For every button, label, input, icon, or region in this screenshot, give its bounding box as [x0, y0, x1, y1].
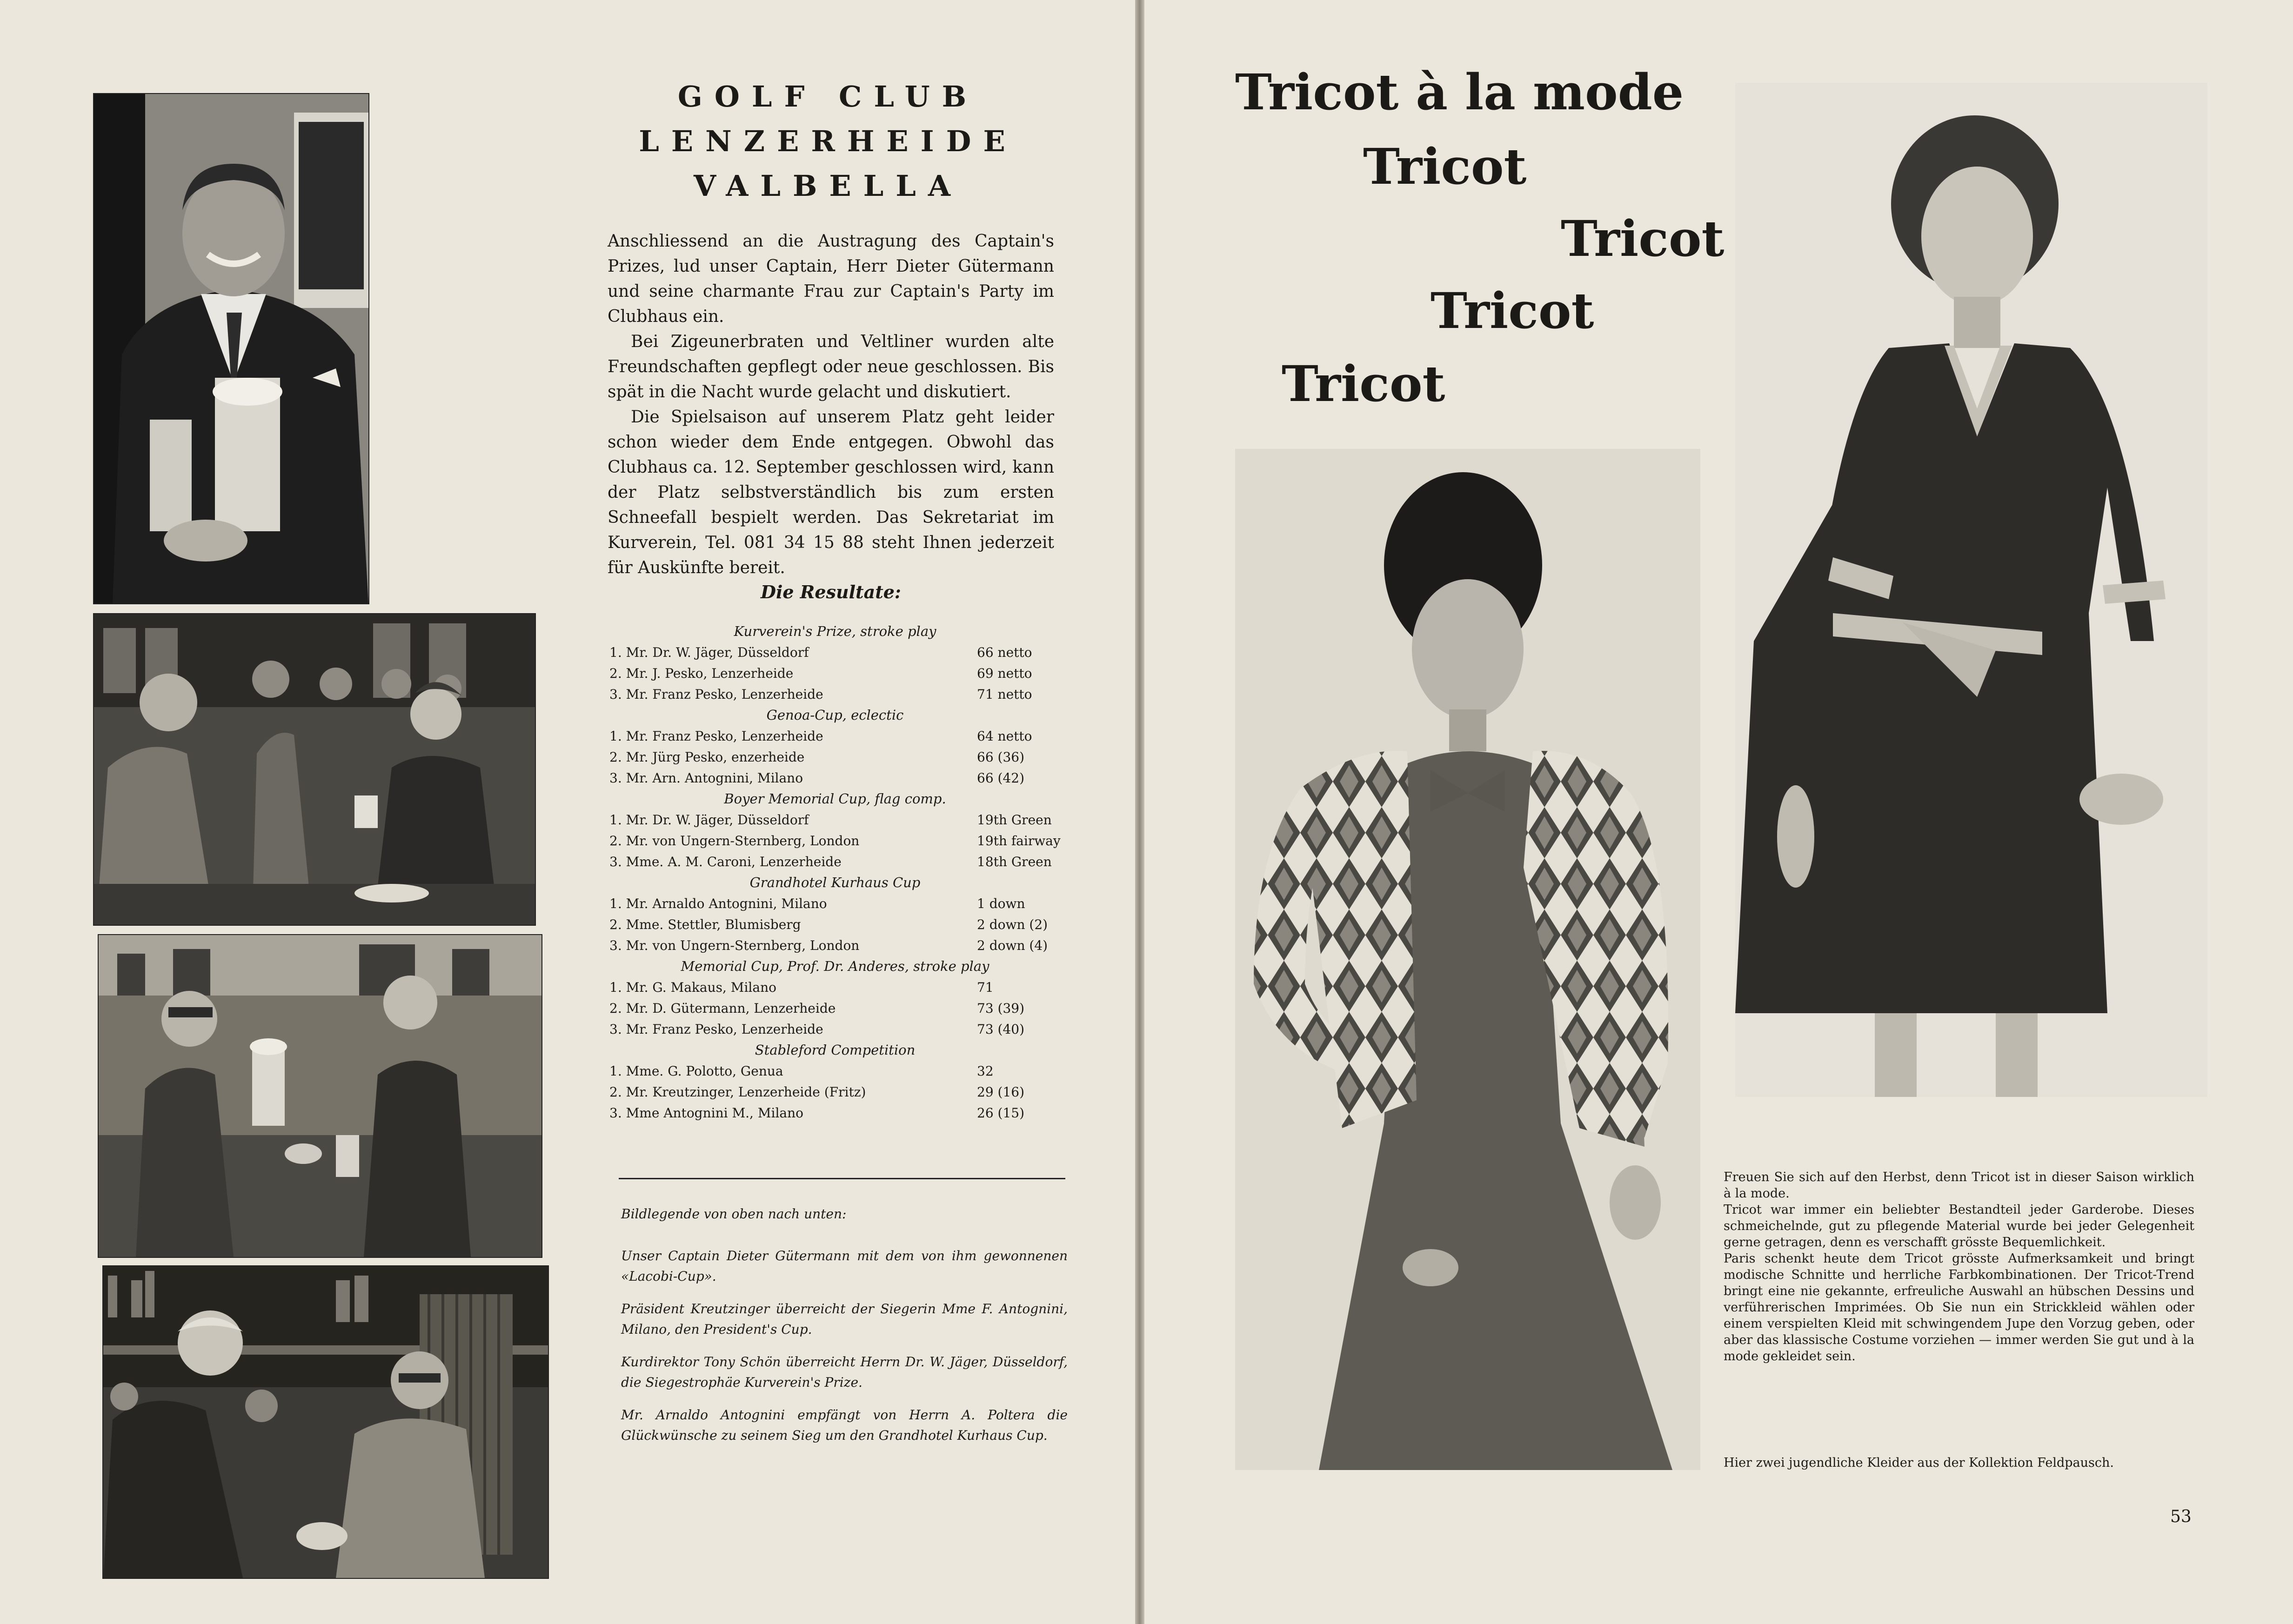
player-score: 1 down — [977, 896, 1025, 911]
result-row — [609, 851, 1061, 872]
competition-block — [609, 789, 1061, 872]
player-name: 3. Mme. A. M. Caroni, Lenzerheide — [609, 854, 842, 869]
result-row — [609, 830, 1061, 851]
results-heading: Die Resultate: — [761, 581, 901, 602]
player-score: 66 (36) — [977, 749, 1025, 765]
player-name: 2. Mr. Kreutzinger, Lenzerheide (Fritz) — [609, 1084, 866, 1100]
player-name: 3. Mr. Franz Pesko, Lenzerheide — [609, 687, 823, 702]
player-score: 19th fairway — [977, 833, 1061, 849]
article-paragraph: Paris schenkt heute dem Tricot grösste Aufmerksamkeit und bringt modische Schnitte und herrliche Farbkombinationen. Der Tricot-Trend bringt eine nie gekannte, erfreuliche Auswahl an hübschen Dessins und verführerischen Imprimées. Ob Sie nun ein Strickkleid wählen oder einem verspielten Kleid mit schwingendem Jupe den Vorzug geben, oder aber das klassische Costume vorziehen — immer werden Sie gut und à la mode gekleidet sein. — [1724, 1251, 2194, 1363]
competition-title: Stableford Competition — [755, 1042, 916, 1058]
player-score: 19th Green — [977, 812, 1052, 828]
result-row — [609, 809, 1061, 830]
result-row — [609, 747, 1061, 768]
result-row — [609, 1019, 1061, 1040]
competition-title: Kurverein's Prize, stroke play — [734, 623, 936, 639]
article-paragraph: Anschliessend an die Austragung des Captain's Prizes, lud unser Captain, Herr Dieter Gütermann und seine charmante Frau zur Captain's Party im Clubhaus ein. — [608, 232, 1054, 326]
player-name: 2. Mr. von Ungern-Sternberg, London — [609, 833, 860, 849]
legend-item: Unser Captain Dieter Gütermann mit dem von ihm gewonnenen «Lacobi-Cup». — [621, 1248, 1068, 1284]
fashion-article — [1724, 1169, 2194, 1364]
player-score: 2 down (2) — [977, 917, 1048, 932]
heading-line: LENZERHEIDE — [639, 124, 1017, 158]
tricot-word: Tricot — [1431, 281, 1594, 340]
page-gutter — [1135, 0, 1144, 1624]
result-row — [609, 1103, 1061, 1123]
photo-captain-with-trophies — [93, 93, 369, 604]
player-score: 66 netto — [977, 645, 1032, 660]
result-row — [609, 977, 1061, 998]
player-score: 73 (40) — [977, 1022, 1025, 1037]
tricot-word: Tricot — [1282, 354, 1445, 413]
result-row — [609, 1082, 1061, 1103]
player-name: 1. Mr. Dr. W. Jäger, Düsseldorf — [609, 812, 809, 828]
player-score: 29 (16) — [977, 1084, 1025, 1100]
player-score: 71 netto — [977, 687, 1032, 702]
photo-grandhotel-cup-congratulations — [102, 1265, 549, 1579]
player-name: 1. Mme. G. Polotto, Genua — [609, 1063, 783, 1079]
competition-block — [609, 872, 1061, 956]
photo-model-harlequin-cardigan — [1235, 449, 1700, 1470]
photo-kurverein-prize-handshake — [98, 934, 542, 1258]
player-score: 73 (39) — [977, 1001, 1025, 1016]
photo-model-dark-dress — [1735, 83, 2207, 1097]
player-name: 1. Mr. G. Makaus, Milano — [609, 980, 776, 995]
player-name: 2. Mr. J. Pesko, Lenzerheide — [609, 666, 794, 681]
result-row — [609, 684, 1061, 705]
competition-block — [609, 705, 1061, 789]
legend-item: Mr. Arnaldo Antognini empfängt von Herrn A. Poltera die Glückwünsche zu seinem Sieg um den Grandhotel Kurhaus Cup. — [621, 1407, 1068, 1443]
article-paragraph: Bei Zigeunerbraten und Veltliner wurden alte Freundschaften gepflegt oder neue geschlossen. Bis spät in die Nacht wurde gelacht und diskutiert. — [608, 332, 1054, 401]
photo-legend — [621, 1204, 1068, 1458]
player-name: 2. Mme. Stettler, Blumisberg — [609, 917, 801, 932]
legend-item: Kurdirektor Tony Schön überreicht Herrn Dr. W. Jäger, Düsseldorf, die Siegestrophäe Kurverein's Prize. — [621, 1354, 1068, 1390]
competition-title: Memorial Cup, Prof. Dr. Anderes, stroke play — [681, 958, 989, 974]
result-row — [609, 726, 1061, 747]
player-score: 66 (42) — [977, 770, 1025, 786]
player-name: 3. Mr. von Ungern-Sternberg, London — [609, 938, 860, 953]
player-score: 64 netto — [977, 728, 1032, 744]
right-page — [1144, 0, 2293, 1624]
result-row — [609, 1061, 1061, 1082]
player-name: 2. Mr. Jürg Pesko, enzerheide — [609, 749, 805, 765]
article-paragraph: Die Spielsaison auf unserem Platz geht leider schon wieder dem Ende entgegen. Obwohl das Clubhaus ca. 12. September geschlossen wird, kann der Platz selbstverständlich bis zum ersten Schneefall bespielt werden. Das Sekretariat im Kurverein, Tel. 081 34 15 88 steht Ihnen jederzeit für Auskünfte bereit. — [608, 408, 1054, 577]
player-score: 26 (15) — [977, 1105, 1025, 1121]
player-score: 18th Green — [977, 854, 1052, 869]
player-name: 3. Mr. Franz Pesko, Lenzerheide — [609, 1022, 823, 1037]
player-name: 1. Mr. Franz Pesko, Lenzerheide — [609, 728, 823, 744]
result-row — [609, 914, 1061, 935]
result-row — [609, 998, 1061, 1019]
legend-item: Präsident Kreutzinger überreicht der Siegerin Mme F. Antognini, Milano, den President's Cup. — [621, 1301, 1068, 1337]
tricot-word: Tricot — [1561, 209, 1725, 267]
player-name: 3. Mr. Arn. Antognini, Milano — [609, 770, 803, 786]
player-name: 2. Mr. D. Gütermann, Lenzerheide — [609, 1001, 836, 1016]
player-name: 1. Mr. Dr. W. Jäger, Düsseldorf — [609, 645, 809, 660]
golf-club-article — [608, 229, 1054, 581]
result-row — [609, 663, 1061, 684]
player-score: 32 — [977, 1063, 994, 1079]
article-paragraph: Freuen Sie sich auf den Herbst, denn Tricot ist in dieser Saison wirklich à la mode. — [1724, 1170, 2194, 1201]
player-name: 3. Mme Antognini M., Milano — [609, 1105, 804, 1121]
competition-title: Genoa-Cup, eclectic — [766, 707, 904, 723]
competition-block — [609, 621, 1061, 705]
competition-title: Grandhotel Kurhaus Cup — [749, 875, 921, 890]
fashion-title: Tricot à la mode — [1235, 63, 1684, 121]
golf-club-heading — [595, 74, 1061, 208]
legend-title: Bildlegende von oben nach unten: — [621, 1206, 847, 1222]
results-list — [609, 621, 1061, 1123]
player-score: 2 down (4) — [977, 938, 1048, 953]
article-paragraph: Tricot war immer ein beliebter Bestandteil jeder Garderobe. Dieses schmeichelnde, gut zu pflegende Material wurde bei jeder Gelegenheit gerne getragen, denn es verschafft grösste Bequemlichkeit. — [1724, 1203, 2194, 1250]
result-row — [609, 893, 1061, 914]
tricot-word: Tricot — [1363, 137, 1527, 195]
section-divider — [619, 1178, 1065, 1179]
result-row — [609, 642, 1061, 663]
player-score: 69 netto — [977, 666, 1032, 681]
fashion-caption: Hier zwei jugendliche Kleider aus der Kollektion Feldpausch. — [1724, 1456, 2114, 1470]
player-name: 1. Mr. Arnaldo Antognini, Milano — [609, 896, 827, 911]
photo-president-cup-presentation — [93, 613, 536, 926]
player-score: 71 — [977, 980, 994, 995]
heading-line: GOLF CLUB — [677, 80, 979, 114]
competition-title: Boyer Memorial Cup, flag comp. — [724, 791, 946, 807]
result-row — [609, 768, 1061, 789]
page-number: 53 — [2170, 1507, 2192, 1526]
result-row — [609, 935, 1061, 956]
competition-block — [609, 956, 1061, 1040]
competition-block — [609, 1040, 1061, 1123]
left-page — [0, 0, 1135, 1624]
heading-line: VALBELLA — [694, 169, 963, 203]
